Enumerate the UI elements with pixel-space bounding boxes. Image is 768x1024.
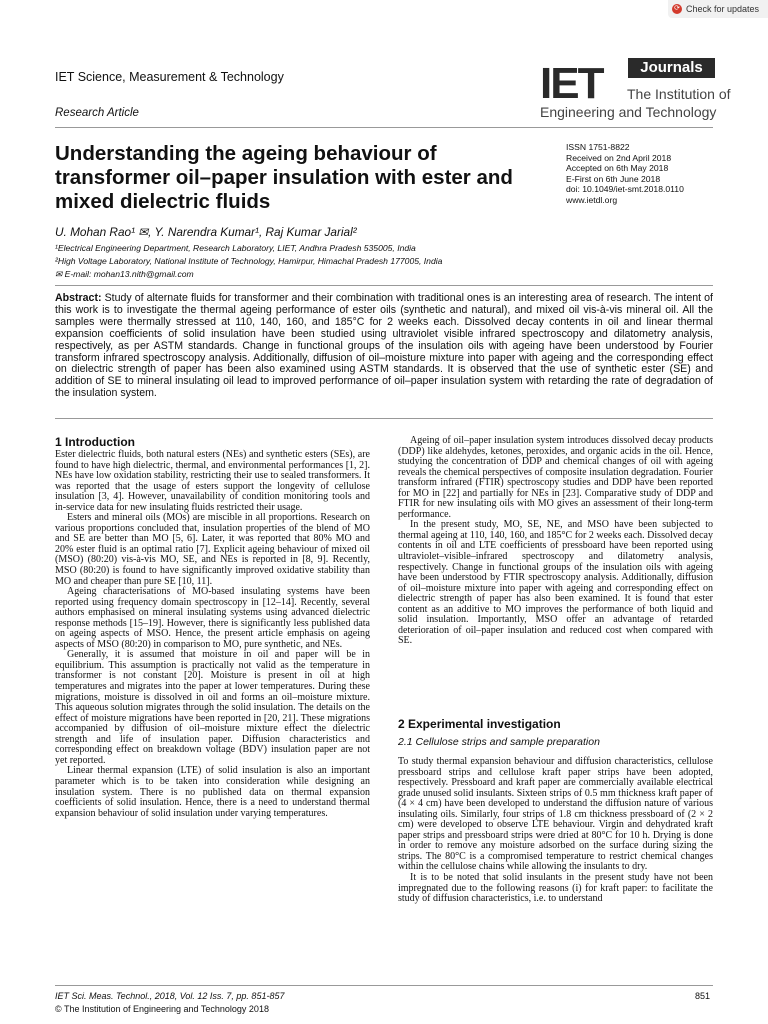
section-heading-experimental: 2 Experimental investigation — [398, 717, 561, 731]
affiliation-1: ¹Electrical Engineering Department, Research Laboratory, LIET, Andhra Pradesh 535005, India — [55, 243, 416, 253]
doi-link[interactable]: doi: 10.1049/iet-smt.2018.0110 — [566, 184, 684, 195]
article-info — [566, 142, 684, 206]
paragraph: Ageing of oil–paper insulation system introduces dissolved decay products (DDP) like aldehydes, ketones, peroxides, and organic acids in the oil. Hence, studying the concentration of DDP and chemical changes of oil with ageing reveals the chemical perspectives of composite insulation degradation. Fourier transform infrared (FTIR) spectroscopy studies and DDP have been reported for MO in [22] and partially for NEs in [23]. Comparative study of DDP and FTIR for new insulating oils with MO gives an assessment of their long-term performance. — [398, 435, 713, 520]
paragraph: Linear thermal expansion (LTE) of solid insulation is also an important parameter which is to be taken into consideration while designing an insulation system. There is no published data on thermal expansion coefficients of solid insulation. Hence, there is a need to understand thermal expansion behaviour of solid insulation under varying temperatures. — [55, 765, 370, 819]
divider — [55, 418, 713, 419]
paragraph: To study thermal expansion behaviour and diffusion characteristics, cellulose pressboard strips and cellulose kraft paper strips have been adopted, respectively. Pressboard and kraft paper are commercially available electrical grade unused solid insulants. Sixteen strips of 0.5 mm thickness kraft paper of (4 × 4 cm) have been developed to understand the diffusion nature of various insulating oils. Similarly, four strips of 1.8 cm thickness pressboard of (2 × 2 cm) were developed to observe LTE behaviour. Virgin and dehydrated kraft paper strips and pressboard strips were dried at 80°C for 10 h. Drying is done in order to remove any moisture adsorbed on the surface during sizing the strips. The 80°C is a compromised temperature to restrict chemical changes within the cellulose chains while allowing the insulants to dry. — [398, 756, 713, 873]
divider — [55, 285, 713, 286]
check-for-updates-label: Check for updates — [686, 4, 760, 14]
logo-mark: IET — [540, 59, 603, 108]
abstract — [55, 293, 713, 400]
email-link[interactable]: ✉ E-mail: mohan13.nith@gmail.com — [55, 269, 194, 279]
paragraph: Ageing characterisations of MO-based insulating systems have been reported using frequency domain spectroscopy in [12–14]. Recently, several authors emphasised on mineral insulating systems using advanced dielectric response methods [15–19]. However, there is significantly less published data on ageing aspects of MSO. Hence, the present article emphasis on ageing aspects of MSO (80:20) in comparison to MO, pure synthetic, and NEs. — [55, 586, 370, 650]
section-heading-introduction: 1 Introduction — [55, 435, 135, 449]
issn: ISSN 1751-8822 — [566, 142, 630, 152]
authors: U. Mohan Rao¹ ✉, Y. Narendra Kumar¹, Raj Kumar Jarial² — [55, 225, 357, 239]
check-for-updates-badge[interactable] — [668, 0, 768, 18]
article-title: Understanding the ageing behaviour of transformer oil–paper insulation with ester and mixed dielectric fluids — [55, 142, 513, 213]
paragraph: Ester dielectric fluids, both natural esters (NEs) and synthetic esters (SEs), are found to have high dielectric, thermal, and environmental performances [1, 2]. NEs have low oxidation stability, restricting their use to sealed transformers. It was reported that the usage of esters support the longevity of cellulose insulation [3, 4]. However, unavailability of condition monitoring tools and in-service data for new insulating fluids restricted their usage. — [55, 449, 370, 513]
logo-institution-line2: Engineering and Technology — [540, 104, 717, 120]
abstract-label: Abstract: — [55, 292, 102, 304]
iet-logo[interactable] — [540, 58, 731, 124]
logo-institution-line1: The Institution of — [627, 86, 731, 102]
paragraph: Esters and mineral oils (MOs) are miscible in all proportions. Research on various proportions concluded that, insulation properties of the blend of MO and SE are better than MO [5, 6]. Later, it was reported that 80% MO and 20% ester fluid is an optimal ratio [7]. Explicit ageing behaviour of mixed oil (MSO) (80:20) vis-à-vis MO, SE, and NEs is reported in [8, 9]. Recently, MSO (80:20) is found to have significantly improved oxidative stability than MO and cheaper than pure SE [10, 11]. — [55, 512, 370, 587]
website-link[interactable]: www.ietdl.org — [566, 194, 618, 205]
left-column — [55, 450, 370, 819]
journal-name: IET Science, Measurement & Technology — [55, 70, 284, 84]
paragraph: Generally, it is assumed that moisture in oil and paper will be in equilibrium. This assumption is practically not valid as the temperature in transformer is not constant [20]. Moisture is present in oil at high temperatures and migrates into the paper at lower temperatures. During these migrations, moisture is dissolved in oil and forms an oil–moisture mixture. This aqueous solution migrates through the solid insulation. The details on the effect of moisture migrations have been reported in [20, 21]. These migrations accompanied by diffusion of oil–moisture mixture effect the dielectric strength and life of insulation paper. Diffusion characteristics and corresponding effect on breakdown voltage (BDV) insulation paper are not yet reported. — [55, 649, 370, 766]
footer-citation: IET Sci. Meas. Technol., 2018, Vol. 12 Iss. 7, pp. 851-857 — [55, 991, 285, 1001]
refresh-icon: ⟳ — [672, 4, 682, 14]
footer-copyright: © The Institution of Engineering and Technology 2018 — [55, 1004, 269, 1014]
divider — [55, 985, 713, 986]
abstract-text: Study of alternate fluids for transformer and their combination with traditional ones is an interesting area of research. The intent of this work is to investigate the thermal ageing performance of ester oils (synthetic and natural), and mixed oil vis-à-vis mineral oil. All the samples were thermally stressed at 110, 140, 160, and 185°C for 2 weeks each. Dissolved decay contents in oil and linear thermal expansion coefficients of solid insulation have been studied using ultraviolet visible infrared spectroscopy and dilatometry analysis, respectively, as per ASTM standards. Change in functional groups of the insulation oils with ageing have been understood by Fourier transform infrared spectroscopy analysis. Additionally, diffusion of oil–moisture mixture into paper with ageing and the corresponding effect on dielectric strength of paper has been also examined using ASTM standards. It is observed that the use of synthetic ester (SE) and addition of SE to mineral insulating oil lead to improved performance of oil–paper insulation system with retarding the rate of degradation of the insulation system. — [55, 292, 713, 400]
paragraph: In the present study, MO, SE, NE, and MSO have been subjected to thermal ageing at 110, 140, 160, and 185°C for 2 weeks each. Dissolved decay contents in oil and LTE coefficients of pressboard have been reported using ultraviolet–visible–infrared spectroscopy and dilatometry analysis, respectively. Change in functional groups of the insulation oils with ageing have been understood by FTIR spectroscopy analysis. Additionally, diffusion of oil–moisture mixture into paper with ageing and corresponding effect on dielectric strength of paper has also been examined. It is found that ester content as an additive to MO improves the performance of both liquid and solid insulation. Importantly, MSO offer an advantage of retarded deterioration of oil–paper insulation and reduced cost when compared with SE. — [398, 519, 713, 647]
right-column-top — [398, 436, 713, 647]
logo-journals-label: Journals — [628, 58, 715, 78]
paragraph: It is to be noted that solid insulants in the present study have not been impregnated due to the following reasons (i) for kraft paper: to facilitate the study of diffusion characteristics, i.e. to understand — [398, 872, 713, 905]
accepted-date: Accepted on 6th May 2018 — [566, 163, 669, 174]
affiliation-2: ²High Voltage Laboratory, National Institute of Technology, Hamirpur, Himachal Pradesh 177005, India — [55, 256, 443, 266]
received-date: Received on 2nd April 2018 — [566, 152, 672, 163]
article-type: Research Article — [55, 107, 139, 119]
subsection-heading: 2.1 Cellulose strips and sample preparation — [398, 736, 600, 748]
divider — [55, 127, 713, 128]
right-column-bottom — [398, 757, 713, 905]
page-number: 851 — [695, 991, 711, 1001]
efirst-date: E-First on 6th June 2018 — [566, 173, 661, 184]
